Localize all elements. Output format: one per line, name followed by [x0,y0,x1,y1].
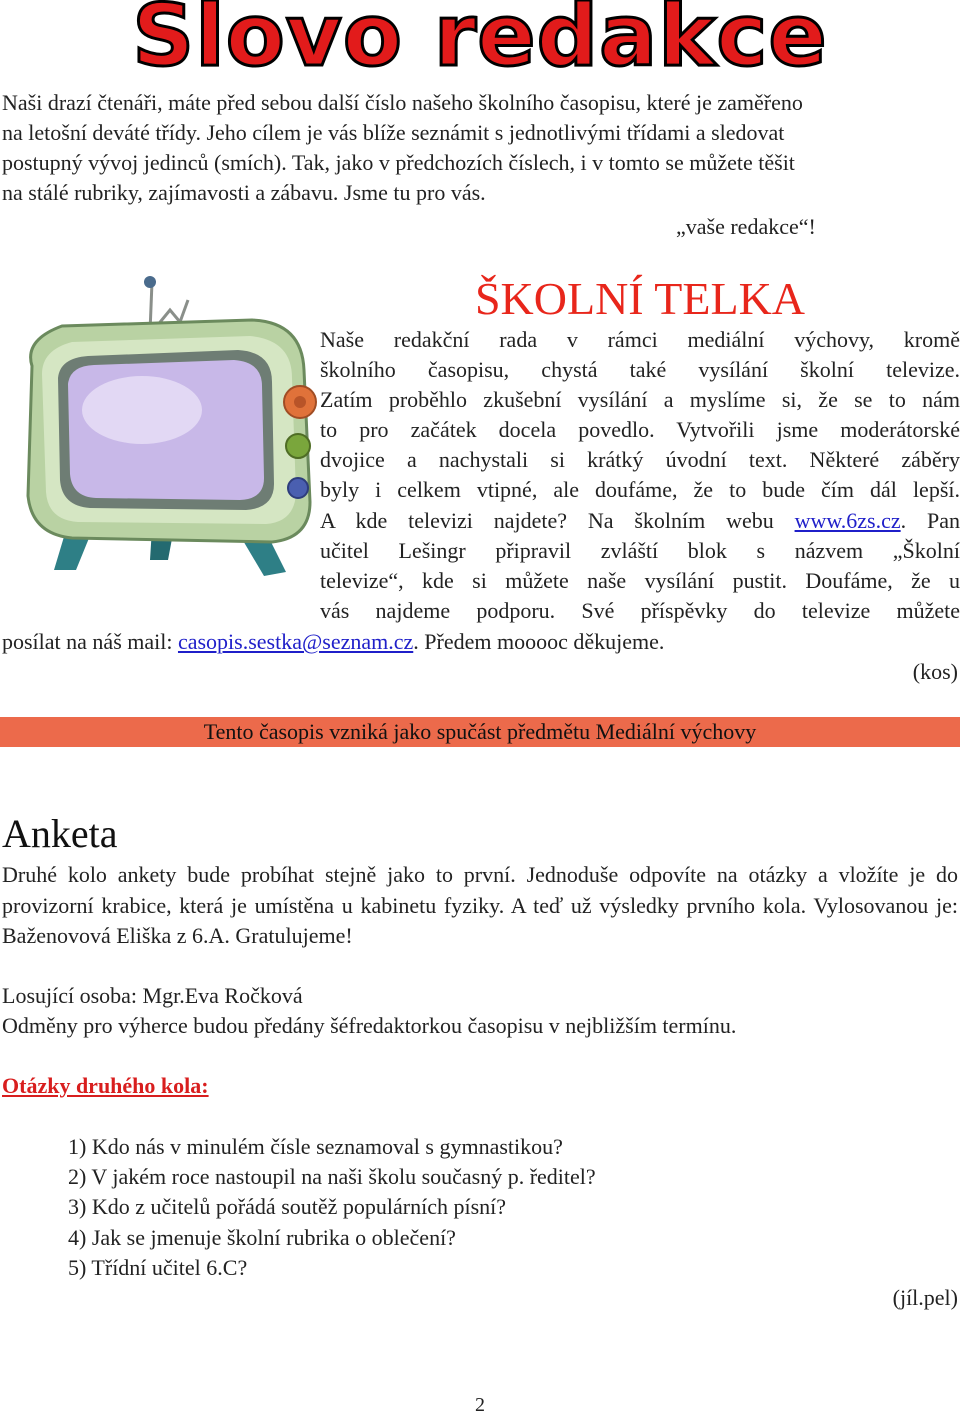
list-item: 5) Třídní učitel 6.C? [68,1254,248,1280]
mail-link[interactable]: casopis.sestka@seznam.cz [177,629,414,654]
list-item: 2) V jakém roce nastoupil na naši školu současný p. ředitel? [68,1164,596,1190]
intro-line: postupný vývoj jedinců (smích). Tak, jako v předchozích číslech, i v tomto se můžete těšit [2,150,795,175]
web-prefix: A kde televizi najdete? Na školním webu [320,507,795,533]
intro-line: na stálé rubriky, zajímavosti a zábavu. Jsme tu pro vás. [2,180,486,205]
intro-line: na letošní deváté třídy. Jeho cílem je vás blíže seznámit s jednotlivými třídami a sledovat [2,120,785,145]
telka-line: byly i celkem vtipné, ale doufáme, že to bude čím dál lepší. [320,477,960,503]
anketa-paragraph: Druhé kolo ankety bude probíhat stejně jako to první. Jednoduše odpovíte na otázky a vložíte je do provizorní krabice, která je umístěna u kabinetu fyziky. A teď už výsledky prvního kola. Vylosovanou je: Baženovová Eliška z 6.A. Gratulujeme! [2,862,958,948]
list-item: 3) Kdo z učitelů pořádá soutěž populárních písní? [68,1194,507,1220]
telka-line: Naše redakční rada v rámci mediální výchovy, kromě [320,327,960,352]
telka-mail-line [2,627,958,657]
school-web-link[interactable]: www.6zs.cz [794,507,901,533]
questions-title: Otázky druhého kola: [2,1073,209,1098]
questions-list [68,1132,596,1283]
mail-prefix: posílat na náš mail: [2,629,178,654]
telka-author: (kos) [912,659,958,684]
retro-tv-icon [2,270,322,590]
mail-suffix: . Předem mooooc děkujeme. [413,629,665,654]
section-title-anketa: Anketa [2,811,118,856]
list-item: 1) Kdo nás v minulém čísle seznamoval s gymnastikou? [68,1134,563,1159]
intro-line: Naši drazí čtenáři, máte před sebou další číslo našeho školního časopisu, které je zaměřeno [2,90,803,115]
intro-paragraph [2,88,958,208]
info-stripe-text: Tento časopis vzniká jako spučást předmětu Mediální výchovy [203,719,757,744]
telka-line: školního časopisu, chystá také vysílání školní televize. [320,357,960,383]
telka-line: to pro začátek docela povedlo. Vytvořili jsme moderátorské [320,417,960,443]
telka-line: dvojice a nachystali si krátký úvodní text. Některé záběry [320,447,960,473]
intro-signature: „vaše redakce“! [676,214,816,239]
web-suffix: . Pan [900,507,960,533]
losujici-osoba: Losující osoba: Mgr.Eva Ročková [2,983,303,1008]
odmeny-text: Odměny pro výherce budou předány šéfredaktorkou časopisu v nejbližším termínu. [2,1013,737,1038]
section-title-skolni-telka: ŠKOLNÍ TELKA [474,273,806,324]
telka-line-web [320,506,960,536]
page-banner-title: Slovo redakce [132,0,828,86]
list-item: 4) Jak se jmenuje školní rubrika o oblečení? [68,1224,456,1250]
telka-line: televize“, kde si můžete naše vysílání pustit. Doufáme, že u [320,567,960,593]
anketa-author: (jíl.pel) [892,1285,958,1310]
page-number: 2 [475,1394,485,1416]
telka-line: učitel Lešingr připravil zvláští blok s názvem „Školní [320,537,960,563]
telka-line: Zatím proběhlo zkušební vysílání a myslíme si, že se to nám [320,387,960,413]
telka-paragraph [320,325,960,626]
telka-line: vás najdeme podporu. Své příspěvky do televize můžete [320,597,960,623]
